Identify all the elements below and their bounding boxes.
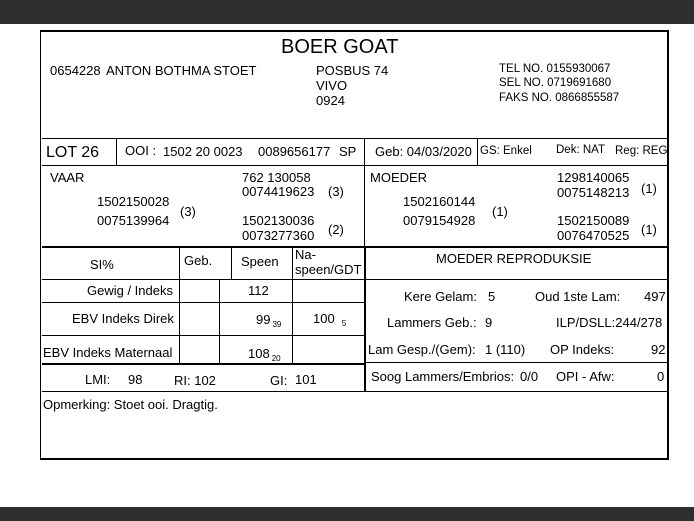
gesp-label: Lam Gesp./(Gem):: [368, 342, 476, 357]
dek-status: Dek: NAT: [556, 144, 605, 156]
rule-si-col3: [231, 246, 232, 280]
ebv-direk-label: EBV Indeks Direk: [72, 311, 174, 326]
gewig-label: Gewig / Indeks: [87, 283, 173, 298]
lmi-label: LMI:: [85, 372, 111, 387]
rule-lot-bottom: [42, 165, 669, 166]
rule-si-col1: [179, 246, 180, 364]
rule-si-header: [42, 279, 364, 280]
soog-value: 0/0: [520, 369, 539, 384]
ebv-direk-speen: 99 $_{39}$: [256, 312, 282, 329]
rule-si-col2: [219, 279, 220, 364]
rule-si-col4: [292, 246, 293, 364]
address-line-2: VIVO: [316, 78, 348, 93]
birth-date: Geb: 04/03/2020: [375, 144, 472, 159]
oud-label: Oud 1ste Lam:: [535, 289, 621, 304]
rule-lot-top: [42, 138, 669, 139]
rule-pedigree-bottom: [42, 246, 669, 248]
kere-value: 5: [488, 289, 496, 304]
ri-value: RI: 102: [174, 373, 216, 388]
ebv-maternaal-label: EBV Indeks Maternaal: [43, 345, 173, 360]
gesp-value: 1 (110): [485, 342, 526, 357]
vaar-tag: 0075139964: [97, 213, 170, 228]
rule-reproduction-title: [364, 279, 669, 280]
opi-value: 0: [657, 369, 665, 384]
oud-value: 497: [644, 289, 666, 304]
soog-label: Soog Lammers/Embrios:: [371, 369, 515, 384]
kere-label: Kere Gelam:: [404, 289, 477, 304]
ilp-dsll: ILP/DSLL:244/278: [556, 315, 663, 330]
lammers-label: Lammers Geb.:: [387, 315, 477, 330]
lot-number: LOT 26: [46, 144, 100, 161]
breeder-name: ANTON BOTHMA STOET: [106, 63, 257, 78]
ooi-suffix: SP: [339, 144, 357, 159]
document-title: BOER GOAT: [281, 36, 399, 58]
mm-tag: 0076470525: [557, 228, 630, 243]
remarks: Opmerking: Stoet ooi. Dragtig.: [43, 397, 218, 412]
vv-tag: 0074419623: [242, 184, 315, 199]
vaar-num: (3): [180, 204, 196, 219]
top-band: [0, 0, 694, 24]
mm-num: (1): [641, 222, 657, 237]
ooi-tag: 0089656177: [258, 144, 331, 159]
rule-remarks-top: [42, 391, 669, 392]
sel-number: SEL NO. 0719691680: [499, 77, 612, 89]
rule-lot-sep3: [477, 138, 478, 165]
speen-header: Speen: [241, 254, 279, 269]
moeder-id: 1502160144: [403, 194, 476, 209]
rule-si-row3: [42, 335, 364, 336]
mv-tag: 0075148213: [557, 185, 630, 200]
rule-pedigree-mid: [364, 165, 365, 248]
naspeen-header-2: speen/GDT: [295, 262, 362, 277]
gewig-speen: 112: [248, 283, 269, 298]
gi-label: GI:: [270, 373, 288, 388]
moeder-label: MOEDER: [370, 170, 428, 185]
vv-num: (3): [328, 184, 344, 199]
tel-number: TEL NO. 0155930067: [499, 63, 611, 75]
op-label: OP Indeks:: [550, 342, 615, 357]
rule-lot-sep2: [364, 138, 365, 165]
geb-header: Geb.: [184, 253, 213, 268]
faks-number: FAKS NO. 0866855587: [499, 92, 620, 104]
address-line-3: 0924: [316, 93, 345, 108]
op-value: 92: [651, 342, 666, 357]
vv-id: 762 130058: [242, 170, 311, 185]
mv-id: 1298140065: [557, 170, 630, 185]
ebv-direk-naspeen: 100 $_5$: [313, 311, 347, 328]
gi-value: 101: [295, 372, 317, 387]
moeder-tag: 0079154928: [403, 213, 476, 228]
bottom-band: [0, 507, 694, 521]
lmi-value: 98: [128, 372, 143, 387]
mm-id: 1502150089: [557, 213, 630, 228]
moeder-num: (1): [492, 204, 508, 219]
rule-section-mid: [364, 246, 366, 392]
rule-lot-sep1: [116, 138, 117, 165]
gs-status: GS: Enkel: [480, 145, 532, 157]
si-header: SI%: [90, 257, 114, 272]
lammers-value: 9: [485, 315, 493, 330]
vaar-id: 1502150028: [97, 194, 170, 209]
rule-reproduction-row3: [364, 362, 669, 363]
breeder-code: 0654228: [50, 63, 101, 78]
ebv-maternaal-speen: 108 $_{20}$: [248, 346, 281, 363]
opi-label: OPI - Afw:: [556, 369, 615, 384]
reg-status: Reg: REG: [615, 145, 668, 157]
ooi-label: OOI :: [125, 143, 157, 158]
reproduction-title: MOEDER REPRODUKSIE: [436, 251, 592, 266]
ooi-id: 1502 20 0023: [163, 144, 243, 159]
address-line-1: POSBUS 74: [316, 63, 389, 78]
vm-num: (2): [328, 222, 344, 237]
vm-tag: 0073277360: [242, 228, 315, 243]
rule-si-bottom: [42, 363, 364, 365]
vm-id: 1502130036: [242, 213, 315, 228]
mv-num: (1): [641, 181, 657, 196]
rule-si-row2: [42, 302, 364, 303]
naspeen-header-1: Na-: [295, 247, 316, 262]
vaar-label: VAAR: [50, 170, 85, 185]
